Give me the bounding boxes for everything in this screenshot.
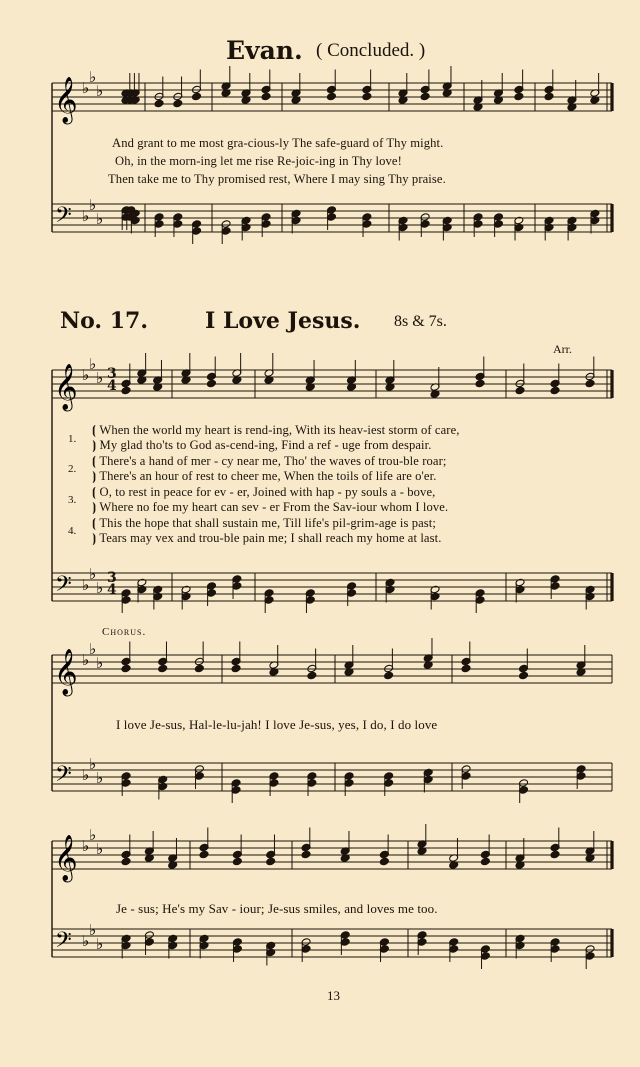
flat-icon: ♭ (89, 640, 97, 658)
note-head (550, 386, 560, 395)
flat-icon: ♭ (96, 579, 104, 597)
note-head (550, 850, 560, 859)
note-head (158, 664, 168, 673)
section-subtitle: ( Concluded. ) (316, 40, 426, 61)
flat-icon: ♭ (82, 366, 90, 384)
flat-icon: ♭ (89, 565, 97, 583)
flat-icon: ♭ (96, 369, 104, 387)
note-head (585, 379, 595, 388)
bass-clef-icon: 𝄢 (55, 928, 72, 958)
note-head (231, 664, 241, 673)
note-head (515, 386, 525, 395)
note-head (301, 850, 311, 859)
note-head (420, 92, 430, 101)
flat-icon: ♭ (82, 932, 90, 950)
section-title: Evan. (226, 36, 303, 65)
flat-icon: ♭ (96, 82, 104, 100)
flat-icon: ♭ (89, 921, 97, 939)
flat-icon: ♭ (82, 79, 90, 97)
note-head (192, 92, 202, 101)
note-head (206, 379, 216, 388)
hymn-number: No. 17. (60, 308, 148, 334)
flat-icon: ♭ (96, 935, 104, 953)
note-head (544, 92, 554, 101)
flat-icon: ♭ (96, 654, 104, 672)
flat-icon: ♭ (96, 210, 104, 228)
note-head (121, 664, 131, 673)
bass-clef-icon: 𝄢 (55, 203, 72, 233)
flat-icon: ♭ (96, 769, 104, 787)
verse-line: ⦘ Where no foe my heart can sev - er From the Sav-iour whom I love. (92, 500, 449, 514)
note-head (121, 386, 131, 395)
page-number: 13 (327, 988, 340, 1003)
note-head (199, 850, 209, 859)
verse-number: 3. (68, 494, 77, 506)
note-head (326, 92, 336, 101)
note-head (261, 92, 271, 101)
note-head (232, 857, 242, 866)
note-head (379, 857, 389, 866)
flat-icon: ♭ (89, 826, 97, 844)
chorus-lyric-line: I love Je-sus, Hal-le-lu-jah! I love Je-sus, yes, I do, I do love (116, 717, 438, 732)
hymn-meter: 8s & 7s. (394, 313, 447, 330)
verse-line: ⦘ My glad tho'ts to God as-cend-ing, Find a ref - uge from despair. (92, 438, 432, 452)
treble-clef-icon: 𝄞 (54, 364, 78, 410)
verse-number: 4. (68, 525, 77, 537)
flat-icon: ♭ (82, 576, 90, 594)
verse-line: ⦗ There's a hand of mer - cy near me, Tho' the waves of trou-ble roar; (92, 454, 447, 468)
note-head (307, 671, 317, 680)
time-signature: 3 4 (107, 570, 117, 598)
verse-line: ⦘ There's an hour of rest to cheer me, When the toils of life are o'er. (92, 469, 437, 483)
chorus-label: Chorus. (102, 626, 147, 638)
lyric-line: And grant to me most gra-cious-ly The safe-guard of Thy might. (112, 136, 444, 150)
flat-icon: ♭ (82, 837, 90, 855)
treble-clef-icon: 𝄞 (54, 835, 78, 881)
note-head (266, 857, 276, 866)
note-head (514, 92, 524, 101)
verse-line: ⦗ O, to rest in peace for ev - er, Joined with hap - py souls a - bove, (92, 485, 436, 499)
note-head (194, 664, 204, 673)
note-head (475, 379, 485, 388)
note-head (362, 92, 372, 101)
bass-clef-icon: 𝄢 (55, 762, 72, 792)
treble-clef-icon: 𝄞 (54, 649, 78, 695)
chorus-lyric-line: Je - sus; He's my Sav - iour; Je-sus smiles, and loves me too. (116, 901, 438, 916)
flat-icon: ♭ (89, 68, 97, 86)
flat-icon: ♭ (82, 207, 90, 225)
note-head (384, 671, 394, 680)
verse-number: 1. (68, 433, 77, 445)
lyric-line: Oh, in the morn-ing let me rise Re-joic-ing in Thy love! (115, 154, 402, 168)
hymn-title: I Love Jesus. (205, 308, 361, 334)
flat-icon: ♭ (89, 196, 97, 214)
flat-icon: ♭ (89, 355, 97, 373)
flat-icon: ♭ (96, 840, 104, 858)
flat-icon: ♭ (82, 766, 90, 784)
treble-clef-icon: 𝄞 (54, 77, 78, 123)
flat-icon: ♭ (82, 651, 90, 669)
verse-line: ⦗ When the world my heart is rend-ing, With its heav-iest storm of care, (92, 423, 460, 437)
note-head (519, 671, 529, 680)
note-head (121, 857, 131, 866)
note-head (480, 857, 490, 866)
verse-line: ⦘ Tears may vex and trou-ble pain me; I shall reach my home at last. (92, 531, 442, 545)
note-head (461, 664, 471, 673)
lyric-line: Then take me to Thy promised rest, Where I may sing Thy praise. (108, 172, 446, 186)
note-head (173, 99, 183, 108)
bass-clef-icon: 𝄢 (55, 572, 72, 602)
verse-line: ⦗ This the hope that shall sustain me, Till life's pil-grim-age is past; (92, 516, 437, 530)
time-signature: 3 4 (107, 366, 117, 394)
verse-number: 2. (68, 463, 77, 475)
arranger-credit: Arr. (553, 342, 572, 356)
flat-icon: ♭ (89, 755, 97, 773)
note-head (154, 99, 164, 108)
